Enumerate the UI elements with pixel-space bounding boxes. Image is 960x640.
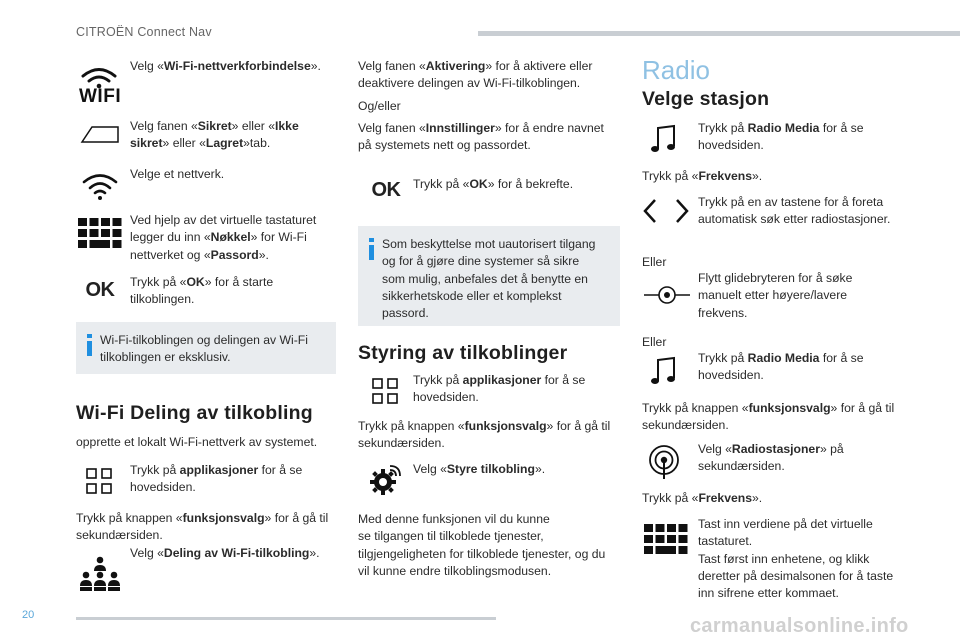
apps-icon [372, 378, 398, 404]
col3-step-keyboard: Tast inn verdiene på det virtuelle tastaturet. Tast først inn enhetene, og klikk deretter på desimalsonen for å taste inn sifrene etter kommaet. [698, 517, 894, 601]
radio-station-icon [646, 444, 682, 480]
col1-step-wifi-connection: Velg «Wi-Fi-nettverkforbindelse». [130, 59, 321, 73]
col3-or-2: Eller [642, 335, 667, 349]
music-note-icon [650, 356, 678, 386]
header-bar [478, 31, 960, 36]
connection-gear-icon [368, 464, 402, 498]
section-title: Radio [642, 55, 710, 85]
keyboard-icon [644, 524, 688, 554]
wifi-icon-label: WIFI [79, 86, 122, 107]
tab-icon [80, 124, 120, 144]
col2-info-note: Som beskyttelse mot uautorisert tilgang og for å gjøre dine systemer så sikre som mulig, anbefales det å benytte en sikkerhetskode eller et komplekst passord. [358, 226, 620, 326]
col2-para-activation: Velg fanen «Aktivering» for å aktivere eller deaktivere delingen av Wi-Fi-tilkoblingen. [358, 59, 593, 91]
col2-para-function: Med denne funksjonen vil du kunne se tilgangen til tilkoblede tjenester, tilgjengeligheten for tilkoblede tjenester, og du vil kunne endre tilkoblingsmodusen. [358, 512, 606, 578]
ok-icon: OK [371, 178, 401, 201]
col3-step-slider: Flytt glidebryteren for å søke manuelt etter høyere/lavere frekvens. [698, 271, 853, 320]
col2-step-apps: Trykk på applikasjoner for å se hovedsiden. [413, 373, 586, 405]
col1-step-share: Velg «Deling av Wi-Fi-tilkobling». [130, 546, 320, 560]
info-icon [87, 334, 92, 356]
col2-para-andor: Og/eller [358, 99, 401, 113]
col1-step-apps: Trykk på applikasjoner for å se hovedsiden. [130, 463, 303, 495]
wifi-icon [80, 172, 120, 202]
col1-step-ok: Trykk på «OK» for å starte tilkoblingen. [130, 275, 274, 307]
col2-step-ok: Trykk på «OK» for å bekrefte. [413, 177, 574, 191]
col3-heading: Velge stasjon [642, 88, 770, 110]
col1-para-create: opprette et lokalt Wi-Fi-nettverk av systemet. [76, 435, 318, 449]
col1-step-select-network: Velge et nettverk. [130, 167, 225, 181]
col2-heading: Styring av tilkoblinger [358, 342, 568, 364]
ok-icon: OK [85, 278, 115, 301]
chevron-left-right-icon [642, 198, 690, 224]
col1-heading: Wi-Fi Deling av tilkobling [76, 402, 313, 424]
footer-line [76, 617, 496, 620]
col3-para-frequency-2: Trykk på «Frekvens». [642, 491, 763, 505]
col3-para-options: Trykk på knappen «funksjonsvalg» for å gå til sekundærsiden. [642, 401, 895, 433]
share-users-icon [80, 556, 120, 592]
apps-icon [86, 468, 112, 494]
music-note-icon [650, 124, 678, 154]
col3-step-radio-media: Trykk på Radio Media for å se hovedsiden. [698, 121, 864, 153]
watermark-text: carmanualsonline.info [690, 615, 909, 637]
slider-icon [644, 282, 690, 308]
col1-step-keyboard: Ved hjelp av det virtuelle tastaturet legger du inn «Nøkkel» for Wi-Fi nettverket og «Passord». [130, 213, 317, 262]
page-number: 20 [22, 609, 35, 621]
keyboard-icon [78, 218, 122, 248]
col1-para-options: Trykk på knappen «funksjonsvalg» for å gå til sekundærsiden. [76, 511, 329, 543]
col3-step-auto-search: Trykk på en av tastene for å foreta automatisk søk etter radiostasjoner. [698, 195, 891, 227]
col1-step-tab: Velg fanen «Sikret» eller «Ikke sikret» eller «Lagret»tab. [130, 119, 299, 151]
col2-step-manage: Velg «Styre tilkobling». [413, 462, 546, 476]
col3-or-1: Eller [642, 255, 667, 269]
col2-para-options: Trykk på knappen «funksjonsvalg» for å gå til sekundærsiden. [358, 419, 611, 451]
col2-para-settings: Velg fanen «Innstillinger» for å endre navnet på systemets nett og passordet. [358, 121, 604, 153]
col3-step-radio-media-2: Trykk på Radio Media for å se hovedsiden. [698, 351, 864, 383]
info-icon [369, 238, 374, 260]
col1-info-note: Wi-Fi-tilkoblingen og delingen av Wi-Fi tilkoblingen er eksklusiv. [76, 322, 336, 374]
col3-para-frequency: Trykk på «Frekvens». [642, 169, 763, 183]
col3-step-stations: Velg «Radiostasjoner» på sekundærsiden. [698, 442, 844, 474]
header-title: CITROËN Connect Nav [76, 25, 212, 39]
